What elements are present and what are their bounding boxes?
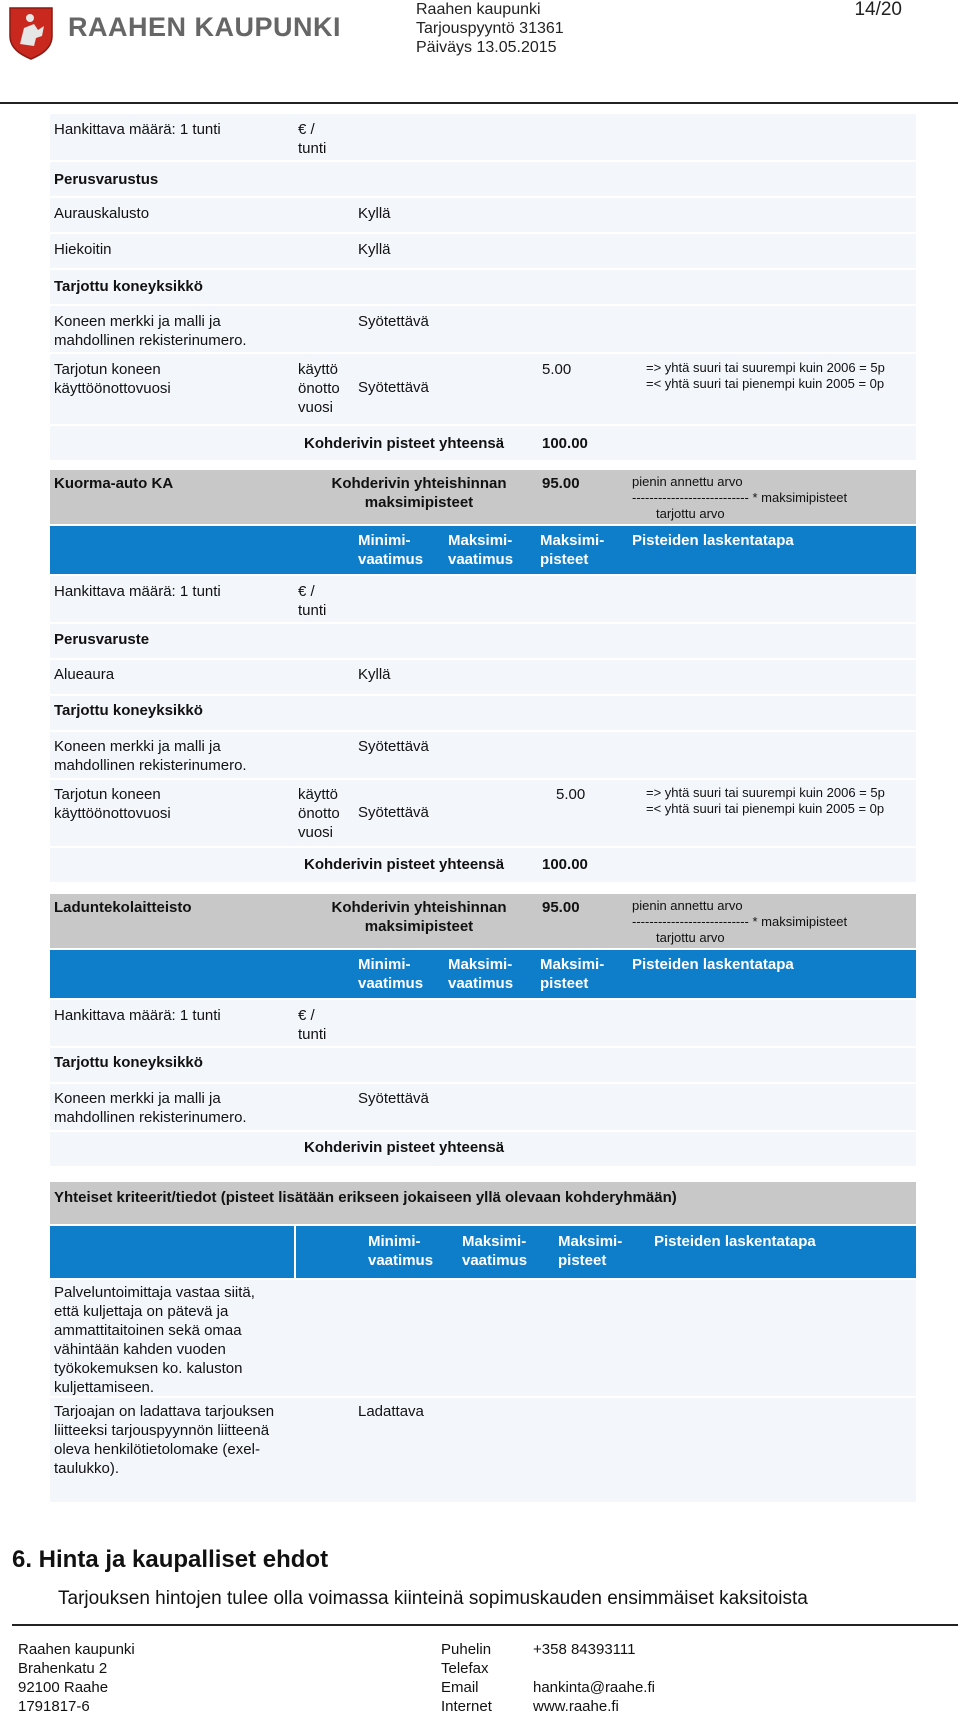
criterion-label: Alueaura [54,666,115,683]
criterion-value: Syötettävä [358,738,429,755]
table-row [50,354,916,426]
table-row [50,696,916,732]
criterion-label: Koneen merkki ja malli ja mahdollinen rekisterinumero. [54,738,247,774]
table-row [50,306,916,354]
header-divider [0,102,958,104]
section-title: Laduntekolaitteisto [54,899,192,916]
section-text: Tarjouksen hintojen tulee olla voimassa kiinteinä sopimuskauden ensimmäiset kaksitoista [58,1588,808,1609]
table-row [50,1132,916,1168]
footer-fax-label: Telefax [441,1660,489,1677]
footer-web[interactable]: www.raahe.fi [533,1698,619,1715]
footer-divider [12,1624,958,1626]
formula-line: --------------------------- * maksimipisteet [632,914,848,929]
table-row [50,780,916,848]
footer-email-label: Email [441,1679,479,1696]
max-label: Kohderivin yhteishinnan maksimipisteet [331,899,507,935]
footer-org: Raahen kaupunki [18,1641,135,1658]
footer-fax [533,1659,655,1678]
unit-label: € / tunti [298,583,327,619]
header-date: Päiväys 13.05.2015 [416,39,557,56]
footer-phone-label: Puhelin [441,1641,492,1658]
criterion-label: Aurauskalusto [54,205,150,222]
col-points: Maksimi- pisteet [558,1233,623,1269]
table-row [50,198,916,234]
table-row [50,1398,916,1504]
formula-line: pienin annettu arvo [632,898,743,913]
col-method: Pisteiden laskentatapa [632,532,794,549]
criterion-label: Tarjoajan on ladattava tarjouksen liitteeksi tarjouspyynnön liitteenä oleva henkilötietolomake (exel-taulukko). [54,1403,275,1477]
table-row [50,576,916,624]
scoring-formula [632,474,892,522]
criterion-points: 5.00 [542,361,572,378]
col-min: Minimi- vaatimus [358,956,424,992]
total-value: 100.00 [542,435,588,452]
formula-line: pienin annettu arvo [632,474,743,489]
quantity-label: Hankittava määrä: 1 tunti [54,583,221,600]
criterion-value: Ladattava [358,1403,424,1420]
unit-label: € / tunti [298,1007,327,1043]
section-title: Yhteiset kriteerit/tiedot (pisteet lisätään erikseen jokaiseen yllä olevaan kohderyhmään) [54,1189,677,1206]
header-tender: Tarjouspyyntö 31361 [416,20,564,37]
scoring-rule [646,785,906,817]
rule-line: =< yhtä suuri tai pienempi kuin 2005 = 0p [646,801,885,816]
rule-line: =< yhtä suuri tai pienempi kuin 2005 = 0p [646,376,885,391]
unit-label: € / tunti [298,121,327,157]
formula-line: tarjottu arvo [656,930,725,945]
table-row [50,426,916,462]
criterion-points: 5.00 [556,786,586,803]
table-row [50,114,916,162]
column-divider [294,1226,296,1278]
criterion-value: Syötettävä [358,1090,429,1107]
group-heading: Perusvaruste [54,631,150,648]
col-method: Pisteiden laskentatapa [654,1233,816,1250]
section-title: Kuorma-auto KA [54,475,174,492]
footer-phone: +358 84393111 [533,1641,636,1658]
section-header [50,894,916,950]
col-points: Maksimi- pisteet [540,956,605,992]
footer-street: Brahenkatu 2 [18,1660,108,1677]
group-heading: Perusvarustus [54,171,159,188]
header-info [416,0,564,57]
criterion-label: Palveluntoimittaja vastaa siitä, että kuljettaja on pätevä ja ammattitaitoinen sekä omaa vähintään kahden vuoden työkokemuksen ko. kaluston kuljettamiseen. [54,1284,255,1396]
column-header [50,1226,916,1280]
criterion-label: Koneen merkki ja malli ja mahdollinen rekisterinumero. [54,313,247,349]
group-heading: Tarjottu koneyksikkö [54,1054,203,1071]
table-row [50,270,916,306]
table-row [50,624,916,660]
table-row [50,162,916,198]
formula-line: --------------------------- * maksimipisteet [632,490,848,505]
footer-email[interactable]: hankinta@raahe.fi [533,1679,655,1696]
table-row [50,848,916,884]
formula-line: tarjottu arvo [656,506,725,521]
max-label: Kohderivin yhteishinnan maksimipisteet [331,475,507,511]
section-header [50,470,916,526]
footer-address [18,1640,135,1716]
col-points: Maksimi- pisteet [540,532,605,568]
section-heading: 6. Hinta ja kaupalliset ehdot [12,1546,329,1573]
table-row [50,732,916,780]
criterion-value: Kyllä [358,205,391,222]
page-number: 14/20 [854,0,902,20]
total-label: Kohderivin pisteet yhteensä [304,1139,505,1156]
footer-web-label: Internet [441,1698,492,1715]
quantity-label: Hankittava määrä: 1 tunti [54,1007,221,1024]
criterion-value: Syötettävä [358,379,429,396]
criterion-label: Tarjotun koneen käyttöönottovuosi [54,361,171,397]
section-header [50,1182,916,1226]
footer-postal: 92100 Raahe [18,1679,109,1696]
total-label: Kohderivin pisteet yhteensä [304,856,505,873]
criterion-unit: käyttö önotto vuosi [298,786,340,841]
criterion-label: Koneen merkki ja malli ja mahdollinen rekisterinumero. [54,1090,247,1126]
footer-business-id: 1791817-6 [18,1698,90,1715]
max-value: 95.00 [542,899,580,916]
coat-of-arms-icon [8,6,54,60]
total-value: 100.00 [542,856,588,873]
criterion-value: Syötettävä [358,804,429,821]
scoring-rule [646,360,906,392]
table-row [50,234,916,270]
table-row [50,660,916,696]
table-row [50,1084,916,1132]
rule-line: => yhtä suuri tai suurempi kuin 2006 = 5p [646,360,885,375]
group-heading: Tarjottu koneyksikkö [54,278,203,295]
col-method: Pisteiden laskentatapa [632,956,794,973]
criterion-label: Hiekoitin [54,241,112,258]
group-heading: Tarjottu koneyksikkö [54,702,203,719]
col-min: Minimi- vaatimus [358,532,424,568]
column-header [50,950,916,1000]
footer-contact-labels [441,1640,492,1716]
criterion-value: Syötettävä [358,313,429,330]
max-value: 95.00 [542,475,580,492]
scoring-formula [632,898,892,946]
col-max: Maksimi- vaatimus [448,532,514,568]
criterion-value: Kyllä [358,666,391,683]
total-label: Kohderivin pisteet yhteensä [304,435,505,452]
criterion-value: Kyllä [358,241,391,258]
col-max: Maksimi- vaatimus [462,1233,528,1269]
col-max: Maksimi- vaatimus [448,956,514,992]
table-row [50,1280,916,1398]
rule-line: => yhtä suuri tai suurempi kuin 2006 = 5p [646,785,885,800]
footer-contact-values [533,1640,655,1716]
header-org: Raahen kaupunki [416,1,541,18]
column-header [50,526,916,576]
table-row [50,1000,916,1048]
logo-text: RAAHEN KAUPUNKI [68,12,342,42]
table-row [50,1048,916,1084]
criterion-label: Tarjotun koneen käyttöönottovuosi [54,786,171,822]
criterion-unit: käyttö önotto vuosi [298,361,340,416]
col-min: Minimi- vaatimus [368,1233,434,1269]
quantity-label: Hankittava määrä: 1 tunti [54,121,221,138]
